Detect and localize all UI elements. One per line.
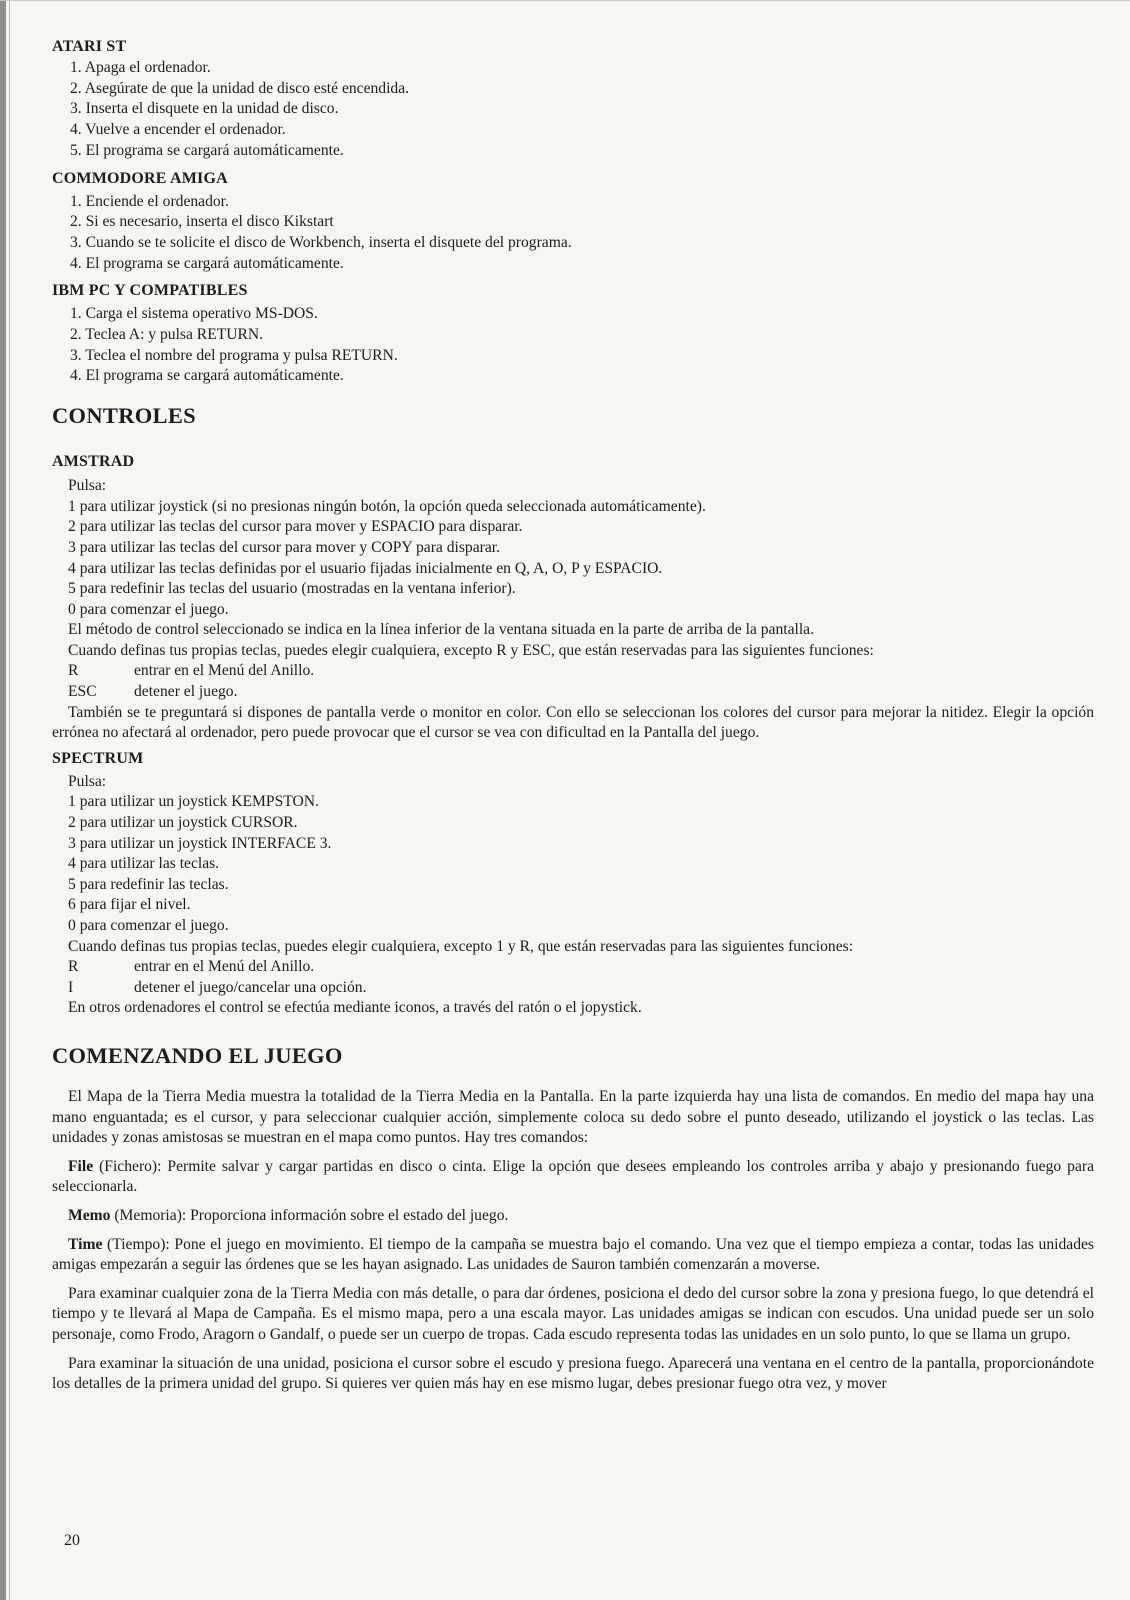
list-item: 3. Cuando se te solicite el disco de Workbench, inserta el disquete del programa.	[70, 233, 572, 251]
spectrum-note: En otros ordenadores el control se efectúa mediante iconos, a través del ratón o el jopystick.	[68, 999, 642, 1017]
key-name: R	[68, 662, 79, 680]
list-item: 4. Vuelve a encender el ordenador.	[70, 121, 286, 139]
key-desc: detener el juego/cancelar una opción.	[134, 978, 367, 996]
memo-paragraph	[52, 1206, 1094, 1227]
list-item: 4. El programa se cargará automáticamente.	[70, 254, 344, 272]
key-desc: entrar en el Menú del Anillo.	[134, 662, 315, 680]
page-number: 20	[64, 1532, 80, 1549]
zone-paragraph: Para examinar cualquier zona de la Tierra Media con más detalle, o para dar órdenes, posiciona el dedo del cursor sobre la zona y presiona fuego, lo que detendrá el tiempo y te llevará al Mapa de Campaña. Es el mismo mapa, pero a una escala mayor. Las unidades amigas se indican con escudos. Una unidad puede ser un solo personaje, como Frodo, Aragorn o Gandalf, o puede ser un cuerpo de tropas. Cada escudo representa todas las unidades en un solo punto, lo que se llama un grupo.	[52, 1284, 1094, 1343]
text-line: 4 para utilizar las teclas definidas por el usuario fijadas inicialmente en Q, A, O, P y ESPACIO.	[68, 559, 663, 577]
text-line: 2 para utilizar las teclas del cursor para mover y ESPACIO para disparar.	[68, 518, 523, 536]
scan-edge-line	[9, 0, 10, 1600]
time-text: (Tiempo): Pone el juego en movimiento. El tiempo de la campaña se muestra bajo el comando. Una vez que el tiempo empieza a contar, todas las unidades amigas empezarán a seguir las órdenes que se les hayan asignado. Las unidades de Sauron también comenzarán a moverse.	[52, 1235, 1094, 1274]
key-desc: detener el juego.	[134, 683, 238, 701]
amiga-steps	[52, 192, 1094, 275]
text-line: 4 para utilizar las teclas.	[68, 855, 220, 873]
scan-edge-top	[0, 0, 1130, 1]
amstrad-title: AMSTRAD	[52, 453, 135, 471]
text-line: Pulsa:	[68, 477, 107, 495]
controles-heading: CONTROLES	[52, 403, 196, 429]
text-line: 1 para utilizar joystick (si no presionas ningún botón, la opción queda seleccionada automáticamente).	[68, 497, 706, 515]
spectrum-controls	[52, 772, 1094, 1019]
atari-steps	[52, 58, 1094, 162]
ibm-title: IBM PC Y COMPATIBLES	[52, 282, 248, 300]
list-item: 5. El programa se cargará automáticamente.	[70, 141, 344, 159]
ibm-steps	[52, 304, 1094, 387]
text-line: Cuando definas tus propias teclas, puedes elegir cualquiera, excepto R y ESC, que están reservadas para las siguientes funciones:	[68, 641, 874, 659]
time-paragraph	[52, 1235, 1094, 1276]
file-text: (Fichero): Permite salvar y cargar partidas en disco o cinta. Elige la opción que desees empleando los controles arriba y abajo y presionando fuego para seleccionarla.	[52, 1157, 1094, 1196]
text-line: 5 para redefinir las teclas del usuario (mostradas en la ventana inferior).	[68, 580, 516, 598]
key-row	[68, 661, 1094, 682]
text-line: El método de control seleccionado se indica en la línea inferior de la ventana situada en la parte de arriba de la pantalla.	[68, 621, 815, 639]
list-item: 1. Carga el sistema operativo MS-DOS.	[70, 305, 318, 323]
amiga-title: COMMODORE AMIGA	[52, 169, 228, 187]
text-line: 0 para comenzar el juego.	[68, 917, 229, 935]
key-row	[68, 978, 1094, 999]
scan-edge-left	[0, 0, 6, 1600]
text-line: 3 para utilizar las teclas del cursor para mover y COPY para disparar.	[68, 538, 500, 556]
list-item: 3. Inserta el disquete en la unidad de disco.	[70, 100, 339, 118]
intro-paragraph: El Mapa de la Tierra Media muestra la totalidad de la Tierra Media en la Pantalla. En la parte izquierda hay una lista de comandos. En medio del mapa hay una mano enguantada; es el cursor, y para seleccionar cualquier acción, simplemente coloca su dedo sobre el punto deseado, utilizando el joystick o las teclas. Las unidades y zonas amistosas se muestran en el mapa como puntos. Hay tres comandos:	[52, 1087, 1094, 1147]
atari-title: ATARI ST	[52, 38, 127, 55]
text-line: 3 para utilizar un joystick INTERFACE 3.	[68, 834, 332, 852]
list-item: 1. Enciende el ordenador.	[70, 192, 229, 210]
text-line: 2 para utilizar un joystick CURSOR.	[68, 814, 298, 832]
key-name: R	[68, 958, 79, 976]
text-line: 1 para utilizar un joystick KEMPSTON.	[68, 793, 319, 811]
list-item: 2. Si es necesario, inserta el disco Kikstart	[70, 213, 334, 231]
amstrad-note: También se te preguntará si dispones de pantalla verde o monitor en color. Con ello se seleccionan los colores del cursor para mejorar la nitidez. Elegir la opción errónea no afectará al ordenador, pero puede provocar que el cursor se vea con dificultad en la Pantalla del juego.	[52, 703, 1094, 742]
amstrad-controls	[52, 476, 1094, 744]
comenzando-heading: COMENZANDO EL JUEGO	[52, 1042, 343, 1068]
text-line: 6 para fijar el nivel.	[68, 896, 191, 914]
list-item: 3. Teclea el nombre del programa y pulsa RETURN.	[70, 346, 398, 364]
key-name: I	[68, 978, 74, 996]
list-item: 2. Teclea A: y pulsa RETURN.	[70, 326, 264, 344]
key-desc: entrar en el Menú del Anillo.	[134, 958, 315, 976]
list-item: 2. Asegúrate de que la unidad de disco esté encendida.	[70, 79, 410, 97]
spectrum-title: SPECTRUM	[52, 749, 144, 767]
file-paragraph	[52, 1157, 1094, 1198]
key-row	[68, 957, 1094, 978]
text-line: Cuando definas tus propias teclas, puedes elegir cualquiera, excepto 1 y R, que están reservadas para las siguientes funciones:	[68, 937, 854, 955]
key-name: ESC	[68, 683, 97, 701]
file-term: File	[68, 1157, 94, 1175]
list-item: 1. Apaga el ordenador.	[70, 59, 211, 76]
time-term: Time	[68, 1235, 103, 1253]
text-line: 5 para redefinir las teclas.	[68, 875, 229, 893]
manual-page	[52, 36, 1094, 1395]
memo-text: (Memoria): Proporciona información sobre el estado del juego.	[110, 1206, 509, 1224]
text-line: Pulsa:	[68, 772, 107, 790]
key-row	[68, 682, 1094, 703]
list-item: 4. El programa se cargará automáticamente.	[70, 367, 344, 385]
memo-term: Memo	[68, 1206, 111, 1224]
text-line: 0 para comenzar el juego.	[68, 600, 229, 618]
unit-paragraph: Para examinar la situación de una unidad, posiciona el cursor sobre el escudo y presiona fuego. Aparecerá una ventana en el centro de la pantalla, proporcionándote los detalles de la primera unidad del grupo. Si quieres ver quien más hay en ese mismo lugar, debes presionar fuego otra vez, y mover	[52, 1354, 1094, 1393]
